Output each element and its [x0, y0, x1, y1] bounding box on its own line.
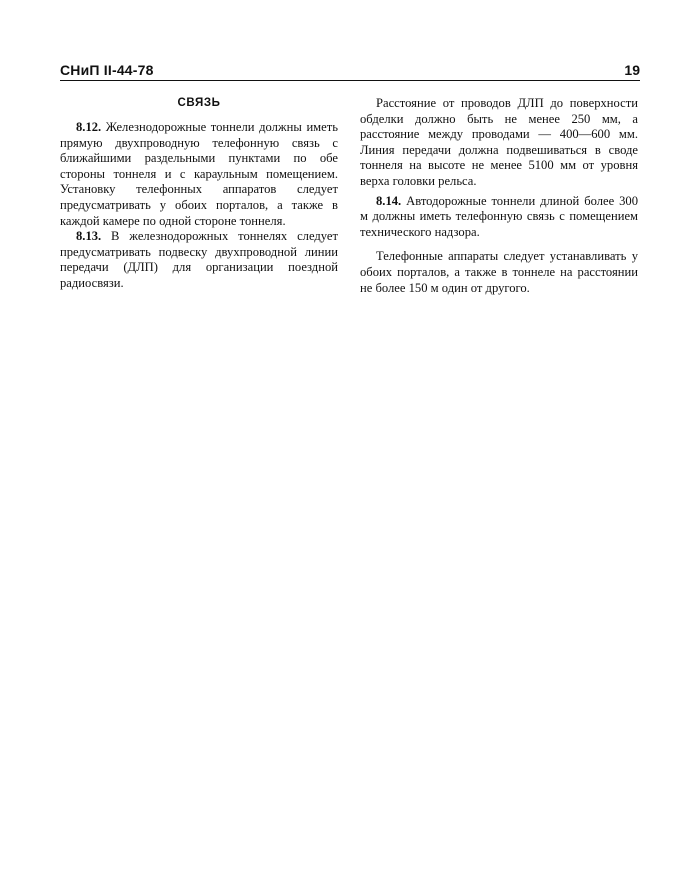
paragraph-text: Автодорожные тоннели длиной более 300 м должны иметь телефонную связь с помещением технического надзора.: [360, 193, 638, 239]
paragraph-8-13: [60, 229, 338, 291]
header-rule: [60, 80, 640, 81]
left-column: [60, 96, 338, 292]
paragraph-text: В железнодорожных тоннелях следует предусматривать подвеску двухпроводной линии передачи (ДЛП) для организации поездной радиосвязи.: [60, 229, 338, 290]
document-code: СНиП II-44-78: [60, 62, 154, 78]
paragraph-dlp-distance: Расстояние от проводов ДЛП до поверхности обделки должно быть не менее 250 мм, а расстояние между проводами — 400—600 мм. Линия передачи должна подвешиваться в своде тоннеля на высоте не менее 5100 мм от уровня верха головки рельса.: [360, 96, 638, 188]
clause-number: 8.12.: [76, 120, 102, 134]
section-title: СВЯЗЬ: [177, 97, 221, 109]
paragraph-8-14: [360, 194, 638, 241]
clause-number: 8.14.: [376, 193, 402, 208]
page-number: 19: [624, 62, 640, 78]
right-column: [360, 96, 638, 296]
page-header: [60, 62, 640, 78]
paragraph-8-12: [60, 120, 338, 229]
paragraph-phones: Телефонные аппараты следует устанавливать у обоих порталов, а также в тоннеле на расстоянии не более 150 м один от другого.: [360, 249, 638, 295]
paragraph-text: Железнодорожные тоннели должны иметь прямую двухпроводную телефонную связь с ближайшими раздельными пунктами по обе стороны тоннеля и с караульным помещением. Установку телефонных аппаратов следует предусматривать у обоих порталов, а также в каждой камере по одной стороне тоннеля.: [60, 120, 338, 228]
clause-number: 8.13.: [76, 229, 102, 244]
